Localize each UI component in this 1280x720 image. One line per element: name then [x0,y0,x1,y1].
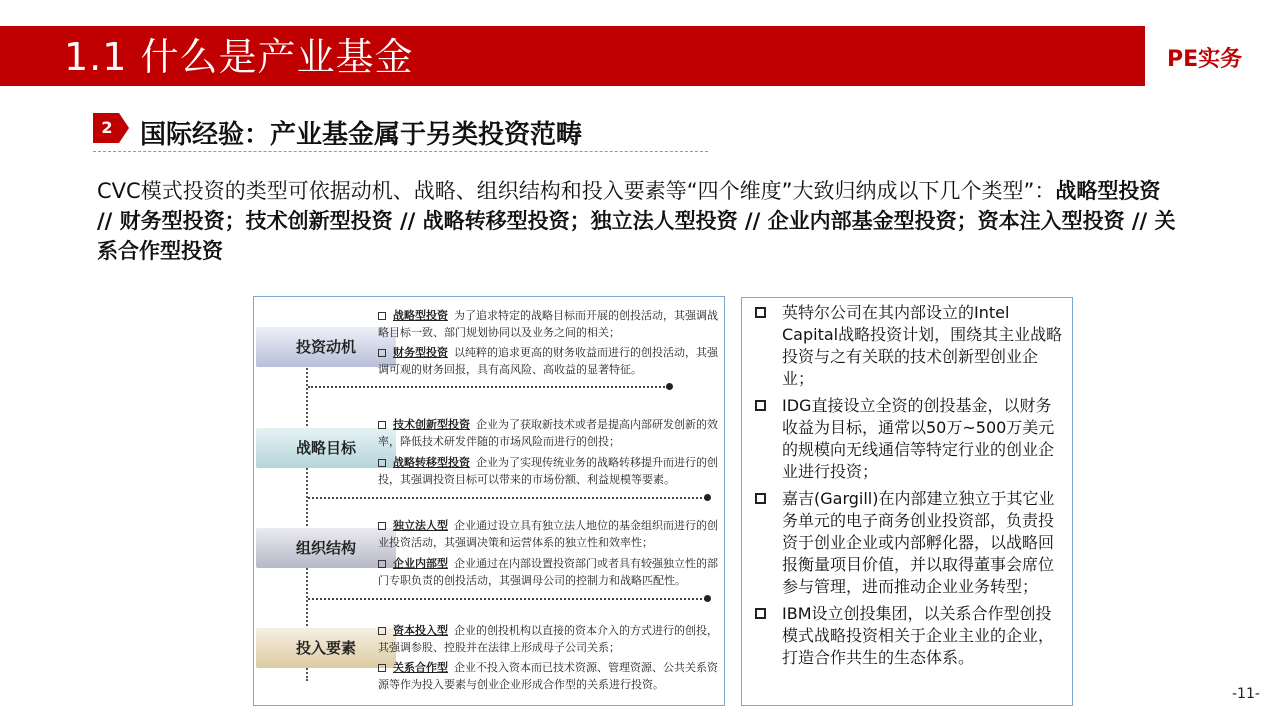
item-desc: 企业通过在内部设置投资部门或者具有较强独立性的部门专职负责的创投活动，其强调母公司的控制力和战略匹配性。 [378,557,718,587]
dimension-item [378,659,718,693]
checkbox-square-icon [378,560,386,568]
section-divider [93,151,708,152]
separator-line [308,598,706,600]
item-term: 技术创新型投资 [393,418,470,431]
page-number: -11- [1232,686,1260,702]
case-item [752,395,1066,483]
dimension-item [378,517,718,551]
dimension-label-strategy: 战略目标 [256,428,396,468]
item-term: 财务型投资 [393,346,448,359]
checkbox-square-icon [378,664,386,672]
checkbox-square-icon [378,421,386,429]
item-term: 资本投入型 [393,624,448,637]
intro-types: 战略型投资 // 财务型投资；技术创新型投资 // 战略转移型投资；独立法人型投资 // 企业内部基金型投资；资本注入型投资 // 关系合作型投资 [97,179,1176,263]
case-examples-box [741,297,1073,706]
case-text: IBM设立创投集团，以关系合作型创投模式战略投资相关于企业主业的企业，打造合作共生的生态体系。 [782,604,1055,667]
brand-area [1145,26,1280,86]
item-desc: 企业为了实现传统业务的战略转移提升而进行的创投，其强调投资目标可以带来的市场份额、利益规模等要素。 [378,456,718,486]
section-title: 国际经验：产业基金属于另类投资范畴 [140,120,583,150]
checkbox-square-icon [755,400,766,411]
case-item [752,302,1066,390]
item-term: 战略转移型投资 [393,456,470,469]
page-title: 1.1 什么是产业基金 [64,35,414,79]
item-term: 战略型投资 [393,309,448,322]
checkbox-square-icon [755,608,766,619]
separator-dot [666,383,673,390]
checkbox-square-icon [755,493,766,504]
case-item [752,488,1066,598]
item-term: 关系合作型 [393,661,448,674]
dimension-label-structure: 组织结构 [256,528,396,568]
dimension-label-input: 投入要素 [256,628,396,668]
separator-dot [704,494,711,501]
dimension-item [378,307,718,341]
item-desc: 企业通过设立具有独立法人地位的基金组织而进行的创业投资活动，其强调决策和运营体系的独立性和效率性； [378,519,718,549]
dimension-item [378,416,718,450]
checkbox-square-icon [378,459,386,467]
section-number: 2 [101,118,113,137]
dimension-item [378,454,718,488]
intro-paragraph [97,176,1177,266]
item-term: 企业内部型 [393,557,448,570]
item-term: 独立法人型 [393,519,448,532]
case-text: 嘉吉(Gargill)在内部建立独立于其它业务单元的电子商务创业投资部，负责投资于创业企业或内部孵化器，以战略回报衡量项目价值，并以取得董事会席位参与管理，进而推动企业业务转型； [782,489,1055,596]
dimension-item [378,622,718,656]
checkbox-square-icon [378,627,386,635]
checkbox-square-icon [378,312,386,320]
case-text: 英特尔公司在其内部设立的Intel Capital战略投资计划，围绕其主业战略投资与之有关联的技术创新型创业企业； [782,303,1063,388]
case-item [752,603,1066,669]
case-text: IDG直接设立全资的创投基金，以财务收益为目标，通常以50万~500万美元的规模向无线通信等特定行业的创业企业进行投资； [782,396,1055,481]
dimension-label-motive: 投资动机 [256,327,396,367]
dimension-item [378,344,718,378]
separator-dot [704,595,711,602]
brand-logo-text: PE实务 [1167,47,1243,72]
separator-line [308,497,706,499]
item-desc: 企业的创投机构以直接的资本介入的方式进行的创投，其强调参股、控股并在法律上形成母子公司关系； [378,624,718,654]
item-desc: 企业不投入资本而已技术资源、管理资源、公共关系资源等作为投入要素与创业企业形成合作型的关系进行投资。 [378,661,718,691]
item-desc: 为了追求特定的战略目标而开展的创投活动，其强调战略目标一致、部门规划协同以及业务之间的相关； [378,309,718,339]
separator-line [308,386,668,388]
checkbox-square-icon [378,522,386,530]
section-number-badge [93,113,129,143]
intro-lead: CVC模式投资的类型可依据动机、战略、组织结构和投入要素等“四个维度”大致归纳成以下几个类型”： [97,179,1056,203]
dimension-diagram [253,296,725,706]
item-desc: 以纯粹的追求更高的财务收益而进行的创投活动，其强调可观的财务回报，具有高风险、高收益的显著特征。 [378,346,718,376]
checkbox-square-icon [755,307,766,318]
item-desc: 企业为了获取新技术或者是提高内部研发创新的效率，降低技术研发伴随的市场风险而进行的创投； [378,418,718,448]
dimension-item [378,555,718,589]
checkbox-square-icon [378,349,386,357]
